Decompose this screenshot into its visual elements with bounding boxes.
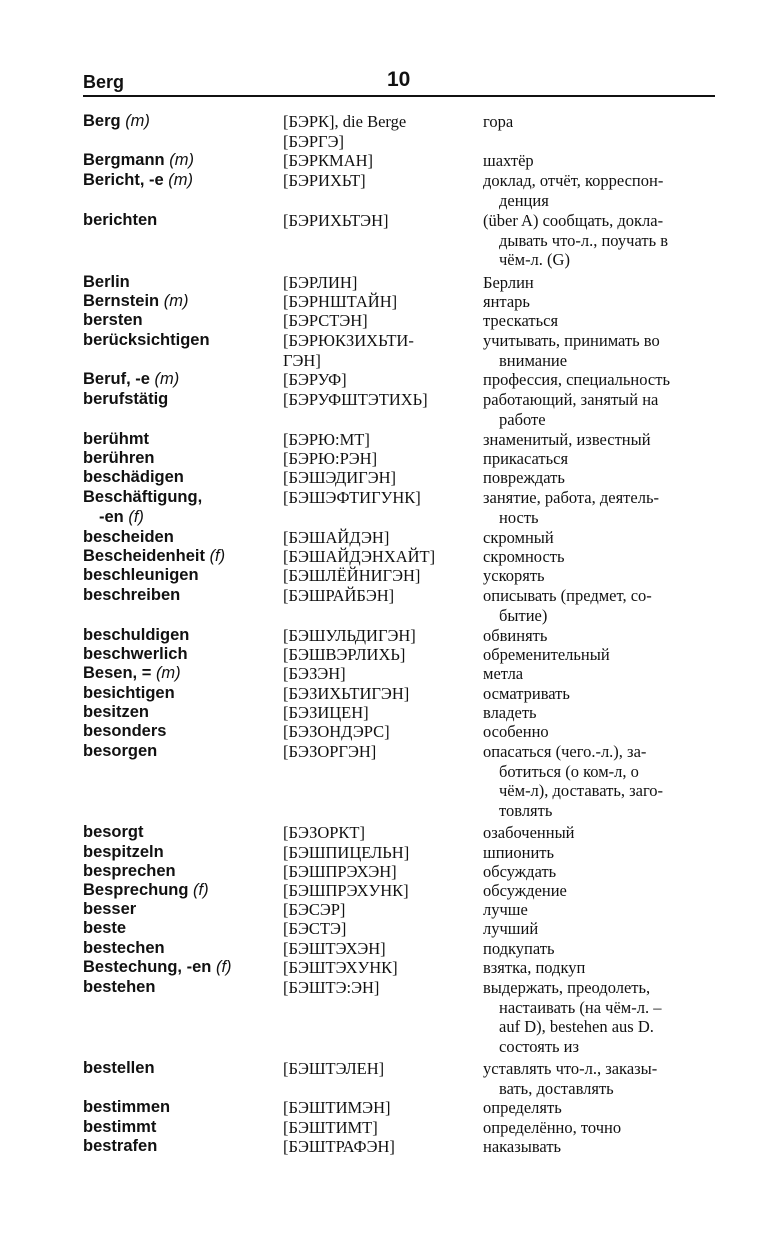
headword-text: Bericht, -e — [83, 171, 164, 189]
pronunciation-line: [БЭЗИЦЕН] — [283, 703, 369, 722]
headword — [83, 430, 278, 450]
headword — [83, 1118, 278, 1138]
pronunciation — [283, 151, 478, 171]
gender-label: (f) — [193, 881, 209, 899]
headword-text: beschwerlich — [83, 645, 188, 663]
gender-label: (f) — [215, 958, 232, 976]
pronunciation-line: [БЭШТИМЭН] — [283, 1098, 391, 1117]
headword — [83, 645, 278, 665]
pronunciation-line: [БЭШРАЙБЭН] — [283, 586, 395, 605]
headword — [83, 273, 278, 293]
pronunciation-line: [БЭШПРЭХЭН] — [283, 862, 397, 881]
translation — [483, 370, 715, 390]
pronunciation-line: [БЭРГЭ] — [283, 131, 344, 151]
headword — [83, 722, 278, 742]
pronunciation — [283, 292, 478, 312]
translation — [483, 1098, 715, 1118]
translation-line: учитывать, принимать во — [483, 331, 660, 350]
pronunciation — [283, 978, 478, 998]
pronunciation — [283, 171, 478, 191]
running-head-word: Berg — [83, 72, 125, 92]
translation-line: подкупать — [483, 939, 555, 958]
headword-text: besorgen — [83, 742, 158, 760]
pronunciation — [283, 211, 478, 231]
translation-line: настаивать (на чём-л. – — [499, 997, 662, 1017]
translation — [483, 919, 715, 939]
headword — [83, 881, 278, 901]
pronunciation — [283, 528, 478, 548]
headword-text: Bergmann — [83, 151, 165, 169]
pronunciation-line: ГЭН] — [283, 350, 321, 370]
pronunciation — [283, 684, 478, 704]
translation — [483, 742, 715, 820]
headword-text: Berlin — [83, 273, 130, 291]
translation — [483, 547, 715, 567]
headword-continuation — [83, 508, 278, 528]
pronunciation-line: [БЭШПИЦЕЛЬН] — [283, 843, 410, 862]
headword-text: Beruf, -e — [83, 370, 150, 388]
headword-text: bespitzeln — [83, 843, 164, 861]
headword-text: bestrafen — [83, 1137, 158, 1155]
headword — [83, 292, 278, 312]
translation — [483, 843, 715, 863]
translation — [483, 1137, 715, 1157]
pronunciation-line: [БЭЗИХЬТИГЭН] — [283, 684, 410, 703]
headword — [83, 586, 278, 606]
translation — [483, 311, 715, 331]
pronunciation — [283, 703, 478, 723]
headword-text: beschreiben — [83, 586, 181, 604]
headword — [83, 468, 278, 488]
pronunciation — [283, 370, 478, 390]
translation-line: денция — [499, 190, 549, 210]
headword — [83, 1098, 278, 1118]
headword-text: Beschäftigung, — [83, 488, 203, 506]
headword-text: bersten — [83, 311, 143, 329]
translation — [483, 292, 715, 312]
translation — [483, 823, 715, 843]
translation-line: скромный — [483, 528, 554, 547]
translation — [483, 331, 715, 370]
headword — [83, 742, 278, 762]
pronunciation-line: [БЭСТЭ] — [283, 919, 347, 938]
pronunciation — [283, 919, 478, 939]
headword-text: besonders — [83, 722, 167, 740]
pronunciation — [283, 958, 478, 978]
headword-text: bestimmen — [83, 1098, 171, 1116]
headword-plural: -en — [99, 507, 124, 526]
gender-label: (m) — [125, 112, 150, 130]
headword-text: besprechen — [83, 862, 176, 880]
translation — [483, 900, 715, 920]
translation — [483, 939, 715, 959]
pronunciation — [283, 742, 478, 762]
pronunciation-line: [БЭРИХЬТ] — [283, 171, 366, 190]
translation-line: состоять из — [499, 1036, 580, 1056]
headword — [83, 1137, 278, 1157]
headword — [83, 488, 278, 527]
translation-line: опасаться (чего.-л.), за- — [483, 742, 647, 761]
pronunciation-line: [БЭРЮ:МТ] — [283, 430, 370, 449]
translation — [483, 978, 715, 1056]
translation-line: метла — [483, 664, 524, 683]
translation-line: обсуждать — [483, 862, 557, 881]
translation — [483, 211, 715, 270]
translation-line: товлять — [499, 800, 553, 820]
headword-text: Besen, = — [83, 664, 152, 682]
pronunciation-line: [БЭРЮКЗИХЬТИ- — [283, 331, 414, 350]
headword — [83, 939, 278, 959]
headword — [83, 547, 278, 567]
headword-text: Bestechung, -en — [83, 958, 212, 976]
headword-text: Besprechung — [83, 881, 189, 899]
pronunciation-line: [БЭРУФ] — [283, 370, 347, 389]
headword — [83, 331, 278, 351]
translation-line: чём-л), доставать, заго- — [499, 781, 664, 800]
gender-label: (m) — [163, 292, 189, 310]
headword — [83, 626, 278, 646]
pronunciation-line: [БЭШВЭРЛИХЬ] — [283, 645, 406, 664]
translation-line: внимание — [499, 350, 568, 370]
translation-line: чём-л. (G) — [499, 250, 570, 269]
headword-text: beste — [83, 919, 127, 937]
pronunciation-line: [БЭШТЭЛЕН] — [283, 1059, 385, 1078]
translation-line: (über A) сообщать, докла- — [483, 211, 664, 230]
translation-line: занятие, работа, деятель- — [483, 488, 659, 507]
headword — [83, 112, 278, 132]
pronunciation — [283, 862, 478, 882]
headword — [83, 703, 278, 723]
headword — [83, 823, 278, 843]
pronunciation — [283, 1118, 478, 1138]
translation-line: прикасаться — [483, 449, 569, 468]
headword — [83, 449, 278, 469]
headword — [83, 978, 278, 998]
translation-line: доклад, отчёт, корреспон- — [483, 171, 664, 190]
translation — [483, 664, 715, 684]
pronunciation-line: [БЭРСТЭН] — [283, 311, 368, 330]
pronunciation-line: [БЭШТЭХЭН] — [283, 939, 386, 958]
pronunciation-line: [БЭРИХЬТЭН] — [283, 211, 389, 230]
translation-line: осматривать — [483, 684, 570, 703]
headword — [83, 1059, 278, 1079]
pronunciation-line: [БЭРК], die Berge — [283, 112, 407, 131]
page-number: 10 — [387, 68, 411, 91]
headword-text: bestehen — [83, 978, 156, 996]
translation — [483, 449, 715, 469]
headword-text: beschuldigen — [83, 626, 190, 644]
translation-line: Берлин — [483, 273, 534, 292]
translation — [483, 722, 715, 742]
headword-text: berufstätig — [83, 390, 169, 408]
pronunciation — [283, 566, 478, 586]
translation-line: выдержать, преодолеть, — [483, 978, 651, 997]
headword — [83, 151, 278, 171]
pronunciation-line: [БЭШТЭХУНК] — [283, 958, 398, 977]
gender-label: (m) — [168, 171, 194, 189]
translation-line: ускорять — [483, 566, 545, 585]
headword-text: berücksichtigen — [83, 331, 210, 349]
pronunciation — [283, 1059, 478, 1079]
pronunciation — [283, 626, 478, 646]
headword — [83, 862, 278, 882]
pronunciation-line: [БЭШУЛЬДИГЭН] — [283, 626, 416, 645]
translation-line: вать, доставлять — [499, 1078, 614, 1098]
pronunciation-line: [БЭРКМАН] — [283, 151, 374, 170]
headword — [83, 566, 278, 586]
pronunciation — [283, 273, 478, 293]
pronunciation — [283, 449, 478, 469]
headword — [83, 684, 278, 704]
pronunciation-line: [БЭШПРЭХУНК] — [283, 881, 409, 900]
translation — [483, 862, 715, 882]
translation — [483, 703, 715, 723]
translation — [483, 273, 715, 293]
headword-text: berichten — [83, 211, 158, 229]
pronunciation — [283, 881, 478, 901]
translation-line: владеть — [483, 703, 537, 722]
translation-line: трескаться — [483, 311, 559, 330]
translation-line: работающий, занятый на — [483, 390, 659, 409]
pronunciation-line: [БЭРЮ:РЭН] — [283, 449, 378, 468]
pronunciation — [283, 586, 478, 606]
pronunciation-line: [БЭШЭДИГЭН] — [283, 468, 397, 487]
headword-text: besser — [83, 900, 137, 918]
gender-label: (m) — [155, 664, 181, 682]
translation — [483, 626, 715, 646]
pronunciation — [283, 1098, 478, 1118]
translation — [483, 566, 715, 586]
pronunciation — [283, 722, 478, 742]
translation-line: определённо, точно — [483, 1118, 622, 1137]
headword-text: bestimmt — [83, 1118, 157, 1136]
pronunciation-line: [БЭШТЭ:ЭН] — [283, 978, 380, 997]
translation-line: лучший — [483, 919, 539, 938]
pronunciation-line: [БЭРЛИН] — [283, 273, 358, 292]
headword-text: bescheiden — [83, 528, 174, 546]
headword-text: besichtigen — [83, 684, 175, 702]
translation — [483, 528, 715, 548]
gender-label: (m) — [154, 370, 180, 388]
pronunciation — [283, 547, 478, 567]
pronunciation — [283, 664, 478, 684]
headword-text: besorgt — [83, 823, 144, 841]
translation-line: описывать (предмет, со- — [483, 586, 652, 605]
headword — [83, 843, 278, 863]
gender-label: (f) — [209, 547, 226, 565]
translation-line: лучше — [483, 900, 528, 919]
headword-text: beschleunigen — [83, 566, 199, 584]
translation-line: обременительный — [483, 645, 610, 664]
pronunciation-line: [БЭШЭФТИГУНК] — [283, 488, 421, 507]
pronunciation — [283, 112, 478, 151]
translation-line: auf D), bestehen aus D. — [499, 1017, 654, 1036]
translation — [483, 468, 715, 488]
translation — [483, 151, 715, 171]
translation-line: шпионить — [483, 843, 555, 862]
headword — [83, 370, 278, 390]
translation — [483, 586, 715, 625]
translation-line: обвинять — [483, 626, 548, 645]
pronunciation-line: [БЭЗЭН] — [283, 664, 346, 683]
pronunciation-line: [БЭРНШТАЙН] — [283, 292, 398, 311]
translation-line: повреждать — [483, 468, 565, 487]
pronunciation — [283, 331, 478, 370]
pronunciation-line: [БЭШТИМТ] — [283, 1118, 378, 1137]
headword-text: bestellen — [83, 1059, 155, 1077]
translation-line: наказывать — [483, 1137, 562, 1156]
translation-line: ботиться (о ком-л, о — [499, 761, 639, 781]
headword — [83, 311, 278, 331]
headword — [83, 958, 278, 978]
translation — [483, 1059, 715, 1098]
translation-line: шахтёр — [483, 151, 534, 170]
translation-line: знаменитый, известный — [483, 430, 651, 449]
pronunciation-line: [БЭШТРАФЭН] — [283, 1137, 395, 1156]
headword — [83, 390, 278, 410]
translation — [483, 488, 715, 527]
translation-line: бытие) — [499, 605, 548, 625]
translation — [483, 1118, 715, 1138]
headword-text: Berg — [83, 112, 121, 130]
pronunciation — [283, 390, 478, 410]
pronunciation-line: [БЭЗОНДЭРС] — [283, 722, 390, 741]
pronunciation — [283, 939, 478, 959]
translation-line: дывать что-л., поучать в — [499, 230, 669, 250]
pronunciation-line: [БЭСЭР] — [283, 900, 346, 919]
headword — [83, 919, 278, 939]
pronunciation-line: [БЭШАЙДЭН] — [283, 528, 390, 547]
pronunciation — [283, 823, 478, 843]
translation-line: скромность — [483, 547, 565, 566]
pronunciation — [283, 430, 478, 450]
translation — [483, 958, 715, 978]
translation — [483, 390, 715, 429]
pronunciation — [283, 311, 478, 331]
pronunciation — [283, 645, 478, 665]
pronunciation-line: [БЭЗОРГЭН] — [283, 742, 377, 761]
pronunciation-line: [БЭЗОРКТ] — [283, 823, 366, 842]
translation-line: взятка, подкуп — [483, 958, 586, 977]
pronunciation-line: [БЭШЛЁЙНИГЭН] — [283, 566, 421, 585]
translation-line: особенно — [483, 722, 549, 741]
translation-line: озабоченный — [483, 823, 575, 842]
headword-text: Bernstein — [83, 292, 160, 310]
headword-text: bestechen — [83, 939, 165, 957]
headword-text: berühmt — [83, 430, 149, 448]
pronunciation-line: [БЭШАЙДЭНХАЙТ] — [283, 547, 436, 566]
headword-text: beschädigen — [83, 468, 184, 486]
translation — [483, 112, 715, 132]
translation-line: профессия, специальность — [483, 370, 670, 389]
pronunciation — [283, 900, 478, 920]
gender-label: (m) — [169, 151, 194, 169]
pronunciation — [283, 468, 478, 488]
translation — [483, 684, 715, 704]
translation — [483, 645, 715, 665]
headword-text: Bescheidenheit — [83, 547, 205, 565]
translation-line: ность — [499, 507, 539, 527]
headword — [83, 528, 278, 548]
headword-text: berühren — [83, 449, 155, 467]
headword-text: besitzen — [83, 703, 150, 721]
headword — [83, 171, 278, 191]
gender-label: (f) — [128, 507, 144, 526]
translation — [483, 881, 715, 901]
headword — [83, 900, 278, 920]
translation-line: янтарь — [483, 292, 530, 311]
headword — [83, 664, 278, 684]
translation-line: работе — [499, 409, 546, 429]
translation — [483, 430, 715, 450]
pronunciation — [283, 488, 478, 508]
pronunciation — [283, 1137, 478, 1157]
pronunciation — [283, 843, 478, 863]
translation-line: обсуждение — [483, 881, 567, 900]
translation — [483, 171, 715, 210]
translation-line: гора — [483, 112, 514, 131]
pronunciation-line: [БЭРУФШТЭТИХЬ] — [283, 390, 428, 409]
translation-line: определять — [483, 1098, 562, 1117]
translation-line: уставлять что-л., заказы- — [483, 1059, 658, 1078]
headword — [83, 211, 278, 231]
